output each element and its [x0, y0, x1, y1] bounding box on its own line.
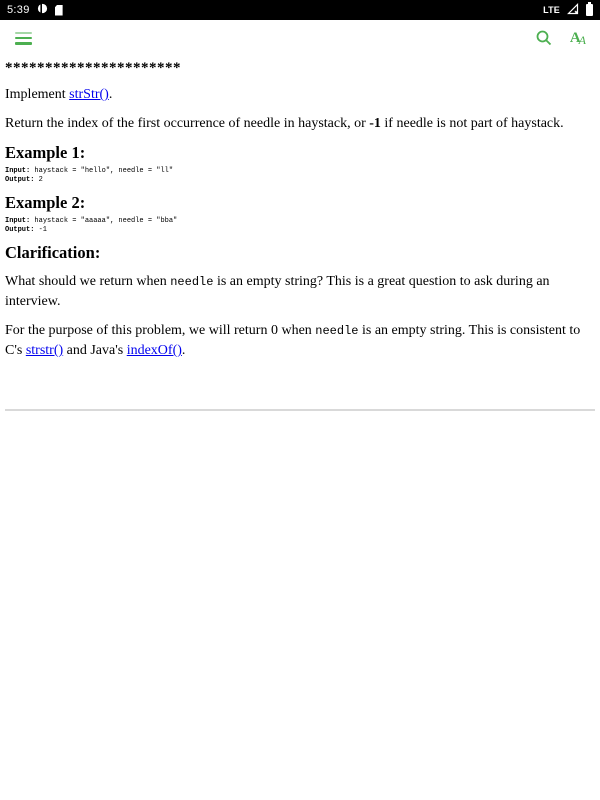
menu-icon-bar: [15, 37, 32, 40]
font-size-icon-glyph: A: [578, 32, 586, 47]
implement-period: .: [108, 87, 113, 102]
example2-heading: Example 2:: [5, 193, 86, 212]
purpose-text-3: and Java's: [63, 343, 127, 358]
toolbar-right: [535, 29, 586, 47]
menu-icon-bar: [15, 32, 32, 35]
status-bar-left: [7, 3, 63, 17]
content-divider: [5, 409, 595, 411]
input-value: haystack = "hello", needle = "ll": [30, 167, 174, 175]
search-icon[interactable]: [535, 29, 553, 47]
data-saver-icon: [37, 3, 48, 17]
minus-one-bold: -1: [369, 116, 381, 131]
purpose-text-4: .: [181, 343, 186, 358]
battery-icon: [586, 4, 593, 16]
example1-heading: Example 1:: [5, 143, 86, 162]
status-bar: [0, 0, 600, 20]
signal-triangle-icon: [567, 3, 579, 18]
return-text: Return the index of the first occurrence of needle in haystack, or: [5, 116, 370, 131]
font-size-icon[interactable]: [570, 31, 586, 46]
output-label: Output:: [5, 176, 35, 184]
toolbar: [0, 20, 600, 56]
example2-code: [5, 217, 595, 235]
input-label: Input:: [5, 167, 31, 175]
output-value: -1: [34, 226, 48, 234]
output-value: 2: [34, 176, 43, 184]
clarification-text-2: is an empty string? This is a great question to ask during an interview.: [5, 274, 550, 309]
example1-code: [5, 167, 595, 185]
status-time: 5:39: [7, 4, 30, 16]
strstr-link[interactable]: strStr(): [69, 87, 109, 102]
purpose-text: For the purpose of this problem, we will return 0 when: [5, 323, 316, 338]
separator-stars: **********************: [5, 60, 181, 76]
return-paragraph: [5, 114, 595, 134]
needle-inline-code: needle: [170, 275, 214, 289]
java-indexof-link[interactable]: indexOf(): [126, 343, 182, 358]
implement-paragraph: [5, 85, 595, 105]
status-bar-right: [543, 3, 593, 18]
output-label: Output:: [5, 226, 35, 234]
menu-icon-bar: [15, 42, 32, 45]
network-type-label: LTE: [543, 5, 560, 15]
c-strstr-link[interactable]: strstr(): [25, 343, 64, 358]
clarification-text: What should we return when: [5, 274, 171, 289]
document-content: [0, 60, 600, 411]
clarification-paragraph-2: [5, 321, 595, 361]
return-text-2: if needle is not part of haystack.: [380, 116, 564, 131]
needle-inline-code: needle: [315, 324, 359, 338]
font-size-icon-glyph: A: [569, 29, 581, 46]
clarification-heading: Clarification:: [5, 243, 101, 262]
implement-text: Implement: [5, 87, 70, 102]
file-icon: [55, 5, 63, 16]
input-label: Input:: [5, 217, 31, 225]
input-value: haystack = "aaaaa", needle = "bba": [30, 217, 178, 225]
clarification-paragraph-1: [5, 272, 595, 312]
purpose-text-2: is an empty string. This is consistent to C's: [5, 323, 581, 358]
menu-icon[interactable]: [15, 32, 32, 45]
